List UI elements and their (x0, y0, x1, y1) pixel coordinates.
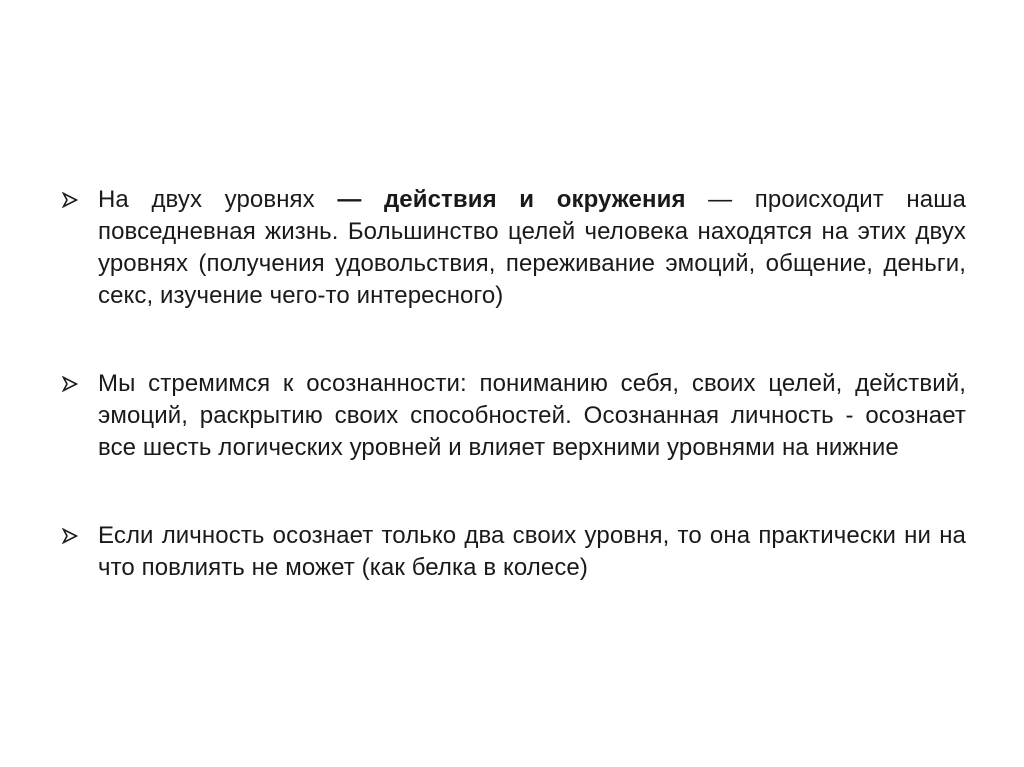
bullet-text: Мы стремимся к осознанности: пониманию себя, своих целей, действий, эмоций, раскрытию своих способностей. Осознанная личность - осознает все шесть логических уровней и влияет верхними уровнями на нижние (98, 370, 966, 461)
arrowhead-bullet-icon (62, 184, 98, 216)
arrowhead-bullet-icon (62, 368, 98, 400)
bullet-list (62, 184, 966, 584)
bullet-item-awareness (62, 368, 966, 464)
bullet-text-rest: — происходит наша повседневная жизнь. Большинство целей человека находятся на этих двух уровнях (получения удовольствия, переживание эмоций, общение, деньги, секс, изучение чего-то интересного) (98, 186, 966, 309)
bullet-item-levels (62, 184, 966, 312)
bullet-text-emphasis: — действия и окружения (337, 186, 686, 213)
bullet-text: Если личность осознает только два своих уровня, то она практически ни на что повлиять не может (как белка в колесе) (98, 522, 966, 581)
arrowhead-bullet-icon (62, 520, 98, 552)
bullet-text (98, 184, 966, 312)
bullet-text-lead: На двух уровнях (98, 186, 338, 213)
bullet-item-two-levels (62, 520, 966, 584)
